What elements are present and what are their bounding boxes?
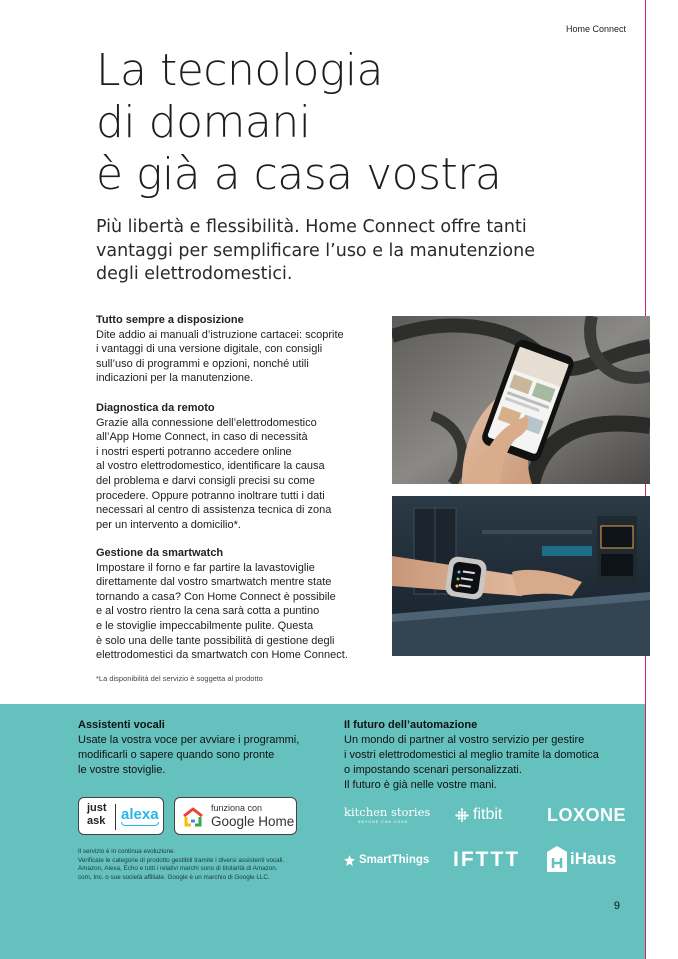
voice-assistants	[78, 718, 328, 778]
automation-text: Un mondo di partner al vostro servizio per gestire i vostri elettrodomestici al meglio tramite la domotica o impostando scenari personalizzati. Il futuro è già nelle vostre mani.	[344, 734, 599, 791]
feature-text: Impostare il forno e far partire la lavastoviglie direttamente dal vostro smartwatch mentre state tornando a casa? Con Home Connect è possibile e al vostro rientro la cena sarà cotta a puntino e le stoviglie impeccabilmente pulite. Questa è solo una delle tante possibilità di gestione degli elettrodomestici da smartwatch con Home Connect.	[96, 561, 348, 662]
automation-title: Il futuro dell’automazione	[344, 719, 478, 731]
intro-paragraph: Più libertà e flessibilità. Home Connect offre tanti vantaggi per semplificare l’uso e la manutenzione degli elettrodomestici.	[96, 217, 535, 284]
smartthings-logo	[344, 854, 429, 866]
feature-text: Dite addio ai manuali d’istruzione cartacei: scoprite i vantaggi di una versione digitale, con consigli sull’uso di programmi e opzioni, nonché utili indicazioni per la manutenzione.	[96, 328, 344, 385]
fitbit-name: fitbit	[473, 806, 503, 823]
alexa-logo: alexa	[121, 806, 159, 823]
google-home-label: Google Home	[211, 814, 295, 829]
ihaus-icon	[547, 846, 567, 872]
automation-future	[344, 718, 634, 793]
alexa-divider	[115, 804, 116, 830]
google-works-with: funziona con	[211, 803, 263, 813]
voice-title: Assistenti vocali	[78, 719, 165, 731]
smartthings-name: SmartThings	[359, 854, 430, 866]
kitchen-stories-tagline: ANYONE CAN COOK	[358, 820, 409, 824]
fitbit-logo	[455, 806, 502, 824]
google-home-icon	[182, 806, 204, 828]
google-home-badge	[174, 797, 297, 835]
alexa-badge	[78, 797, 164, 835]
photo-smartwatch	[392, 496, 650, 656]
brand-tag: Home Connect	[565, 24, 626, 34]
feature-documentation	[96, 313, 386, 386]
voice-disclaimer	[78, 848, 328, 882]
headline-line: di domani	[96, 97, 311, 148]
disclaimer-line: Verificate le categorie di prodotto gestibili tramite i diversi assistenti vocali. Amazon, Alexa, Echo e tutti i relativi marchi sono di titolarità di Amazon. com, Inc. o sue società affiliate. Google è un marchio di Google LLC.	[78, 856, 285, 881]
disclaimer-line: Il servizio è in continua evoluzione.	[78, 848, 176, 855]
headline-line: La tecnologia	[96, 45, 384, 96]
voice-text: Usate la vostra voce per avviare i programmi, modificarli o sapere quando sono pronte le vostre stoviglie.	[78, 734, 300, 776]
alexa-just-ask: just ask	[87, 802, 107, 827]
ihaus-logo	[547, 846, 616, 872]
kitchen-stories-logo	[344, 805, 430, 824]
ihaus-name: iHaus	[570, 849, 617, 868]
feature-title: Gestione da smartwatch	[96, 547, 224, 559]
fitbit-dots-icon	[455, 808, 469, 822]
kitchen-stories-name: kitchen stories	[344, 805, 431, 819]
feature-text: Grazie alla connessione dell’elettrodomestico all’App Home Connect, in caso di necessità i nostri esperti potranno accedere online al vostro elettrodomestico, identificare la causa del problema e darvi consigli precisi su come procedere. Oppure potranno inoltrare tutti i dati necessari al centro di assistenza tecnica di zona per un intervento a domicilio*.	[96, 416, 332, 531]
feature-title: Diagnostica da remoto	[96, 402, 215, 414]
headline	[96, 45, 616, 201]
availability-footnote: *La disponibilità del servizio è soggetta al prodotto	[96, 674, 263, 683]
smartthings-star-icon	[344, 855, 355, 866]
headline-line: è già a casa vostra	[96, 149, 502, 200]
page-number: 9	[613, 900, 620, 912]
feature-smartwatch	[96, 546, 386, 663]
ifttt-logo: IFTTT	[453, 848, 521, 871]
feature-remote-diagnostics	[96, 401, 386, 532]
photo-smartphone	[392, 316, 650, 484]
loxone-logo: LOXONE	[547, 805, 627, 825]
feature-title: Tutto sempre a disposizione	[96, 314, 244, 326]
